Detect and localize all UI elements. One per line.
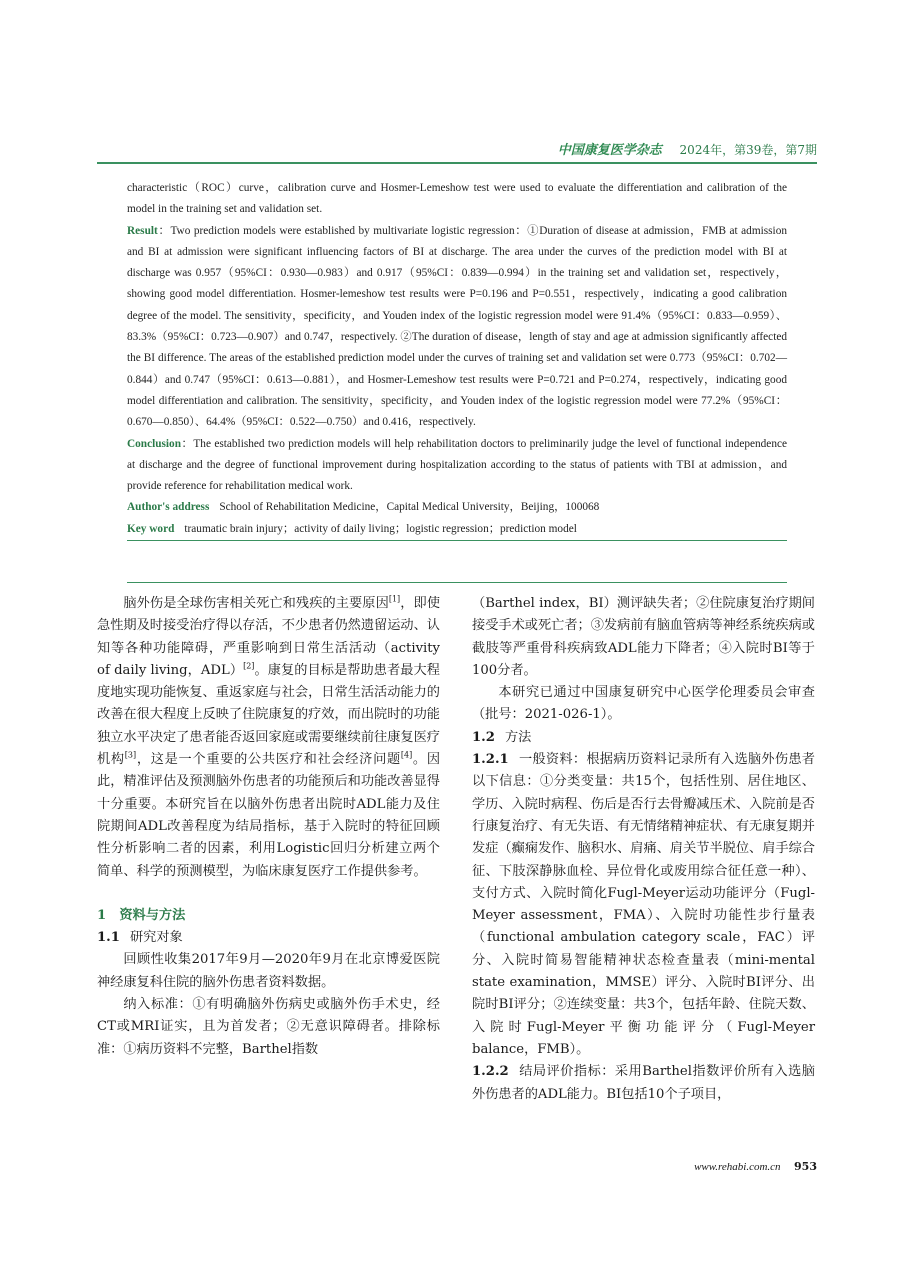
result-paragraph (127, 221, 787, 434)
citation-4: [4] (400, 750, 413, 760)
citation-2: [2] (243, 661, 255, 671)
address-paragraph (127, 497, 787, 518)
general-data-paragraph (472, 749, 815, 1061)
result-label: Result (127, 224, 158, 237)
address-label: Author's address (127, 501, 210, 514)
conclusion-text: ：The established two prediction models will help rehabilitation doctors to preliminarily judge the level of functional independence at discharge and the degree of functional improvement during hospitalization according to the status of patients with TBI at admission，and provide reference for rehabilitation medical work. (127, 437, 787, 493)
journal-name: 中国康复医学杂志 (557, 143, 662, 158)
running-header (97, 139, 817, 163)
intro-text-4: ，这是一个重要的公共医疗和社会经济问题 (136, 752, 401, 768)
address-text: School of Rehabilitation Medicine，Capital Medical University，Beijing，100068 (219, 501, 600, 514)
keyword-paragraph (127, 519, 787, 541)
criteria-paragraph: 纳入标准：①有明确脑外伤病史或脑外伤手术史，经CT或MRI证实，且为首发者；②无意识障碍者。排除标准：①病历资料不完整，Barthel指数 (97, 997, 440, 1057)
journal-url: www.rehabi.com.cn (694, 1161, 781, 1173)
methods-tail: characteristic（ROC）curve，calibration curve and Hosmer-Lemeshow test were used to evaluate the differentiation and calibration of the model in the training set and validation set. (127, 182, 787, 216)
intro-text-5: 。因此，精准评估及预测脑外伤患者的功能预后和功能改善显得十分重要。本研究旨在以脑外伤患者出院时ADL能力及住院期间ADL改善程度为结局指标，基于入院时的特征回顾性分析影响二者的因素，利用Logistic回归分析建立两个简单、科学的预测模型，为临床康复医疗工作提供参考。 (97, 752, 441, 879)
subsection-number: 1.2.2 (472, 1064, 509, 1080)
english-abstract (127, 178, 787, 541)
subsection-number: 1.1 (97, 930, 120, 946)
conclusion-label: Conclusion (127, 437, 181, 450)
intro-text-2: ，即使急性期及时接受治疗得以存活，不少患者仍然遗留运动、认知等各种功能障碍，严重影响到日常生活活动（activity of daily living，ADL） (97, 596, 441, 678)
keyword-text: traumatic brain injury；activity of daily living；logistic regression；prediction model (184, 522, 577, 535)
outcome-text: 结局评价指标：采用Barthel指数评价所有入选脑外伤患者的ADL能力。BI包括10个子项目， (472, 1064, 815, 1102)
page-number: 953 (794, 1160, 817, 1173)
abstract-rule (127, 582, 787, 583)
subjects-paragraph: 回顾性收集2017年9月—2020年9月在北京博爱医院神经康复科住院的脑外伤患者资料数据。 (97, 952, 440, 990)
issue-info: 2024年，第39卷，第7期 (679, 143, 817, 157)
subsection-number: 1.2 (472, 729, 495, 745)
keyword-label: Key word (127, 522, 175, 535)
page-footer (600, 1160, 817, 1173)
exclusion-paragraph: （Barthel index，BI）测评缺失者；②住院康复治疗期间接受手术或死亡者；③发病前有脑血管病等神经系统疾病或截肢等严重骨科疾病致ADL能力下降者；④入院时BI等于100分者。 (472, 596, 815, 678)
citation-3: [3] (124, 750, 137, 760)
subsection-number: 1.2.1 (472, 752, 509, 768)
intro-text-3: 。康复的目标是帮助患者最大程度地实现功能恢复、重返家庭与社会，日常生活活动能力的改善在很大程度上反映了住院康复的疗效，而出院时的功能独立水平决定了患者能否返回家庭或需要继续前往康复医疗机构 (97, 662, 440, 768)
header-rule (97, 162, 817, 164)
citation-1: [1] (388, 594, 401, 604)
subsection-heading-1-2 (472, 727, 815, 749)
intro-text-1: 脑外伤是全球伤害相关死亡和残疾的主要原因 (123, 596, 389, 611)
left-column (97, 593, 440, 1061)
intro-paragraph (97, 593, 440, 883)
general-data-text: 一般资料：根据病历资料记录所有入选脑外伤患者以下信息：①分类变量：共15个，包括性别、居住地区、学历、入院时病程、伤后是否行去骨瓣减压术、入院前是否行康复治疗、有无失语、有无情绪精神症状、有无康复期并发症（癫痫发作、脑积水、肩痛、肩关节半脱位、肩手综合征、下肢深静脉血栓、异位骨化或废用综合征任意一种）、支付方式、入院时简化Fugl-Meyer运动功能评分（Fugl-Meyer assessment，FMA）、入院时功能性步行量表（functional ambulation category scale，FAC）评分、入院时简易智能精神状态检查量表（mini-mental state examination，MMSE）评分、入院时BI评分、出院时BI评分；②连续变量：共3个，包括年龄、住院天数、入院时Fugl-Meyer平衡功能评分（Fugl-Meyer balance，FMB）。 (472, 752, 815, 1057)
right-column (472, 593, 815, 1106)
outcome-paragraph (472, 1061, 815, 1106)
section-heading-1: 1 资料与方法 (97, 907, 186, 923)
subsection-title: 研究对象 (129, 930, 183, 946)
subsection-title: 方法 (504, 729, 532, 745)
ethics-paragraph: 本研究已通过中国康复研究中心医学伦理委员会审查（批号：2021-026-1）。 (472, 685, 815, 723)
subsection-heading-1-1 (97, 927, 440, 949)
result-text: ：Two prediction models were established by multivariate logistic regression：①Duration of disease at admission，FMB at admission and BI at admission were significant influencing factors of BI at discharge. The area under the curves of the prediction model with BI at discharge was 0.957（95%CI：0.930—0.983）and 0.917（95%CI：0.839—0.994）in the training set and validation set，respectively，showing good model differentiation. Hosmer-lemeshow test results were P=0.196 and P=0.551，respectively，indicating a good calibration degree of the model. The sensitivity，specificity，and Youden index of the logistic regression model were 91.4%（95%CI：0.833—0.959）、83.3%（95%CI：0.723—0.907）and 0.747，respectively. ②The duration of disease，length of stay and age at admission significantly affected the BI difference. The areas of the established prediction model under the curves of training set and validation set were 0.773（95%CI：0.702—0.844）and 0.747（95%CI：0.613—0.881），and Hosmer-Lemeshow test results were P=0.721 and P=0.274，respectively，indicating good model differentiation and calibration. The sensitivity，specificity，and Youden index of the logistic regression model were 77.2%（95%CI：0.670—0.850）、64.4%（95%CI：0.522—0.750）and 0.416，respectively. (127, 224, 787, 429)
conclusion-paragraph (127, 434, 787, 498)
